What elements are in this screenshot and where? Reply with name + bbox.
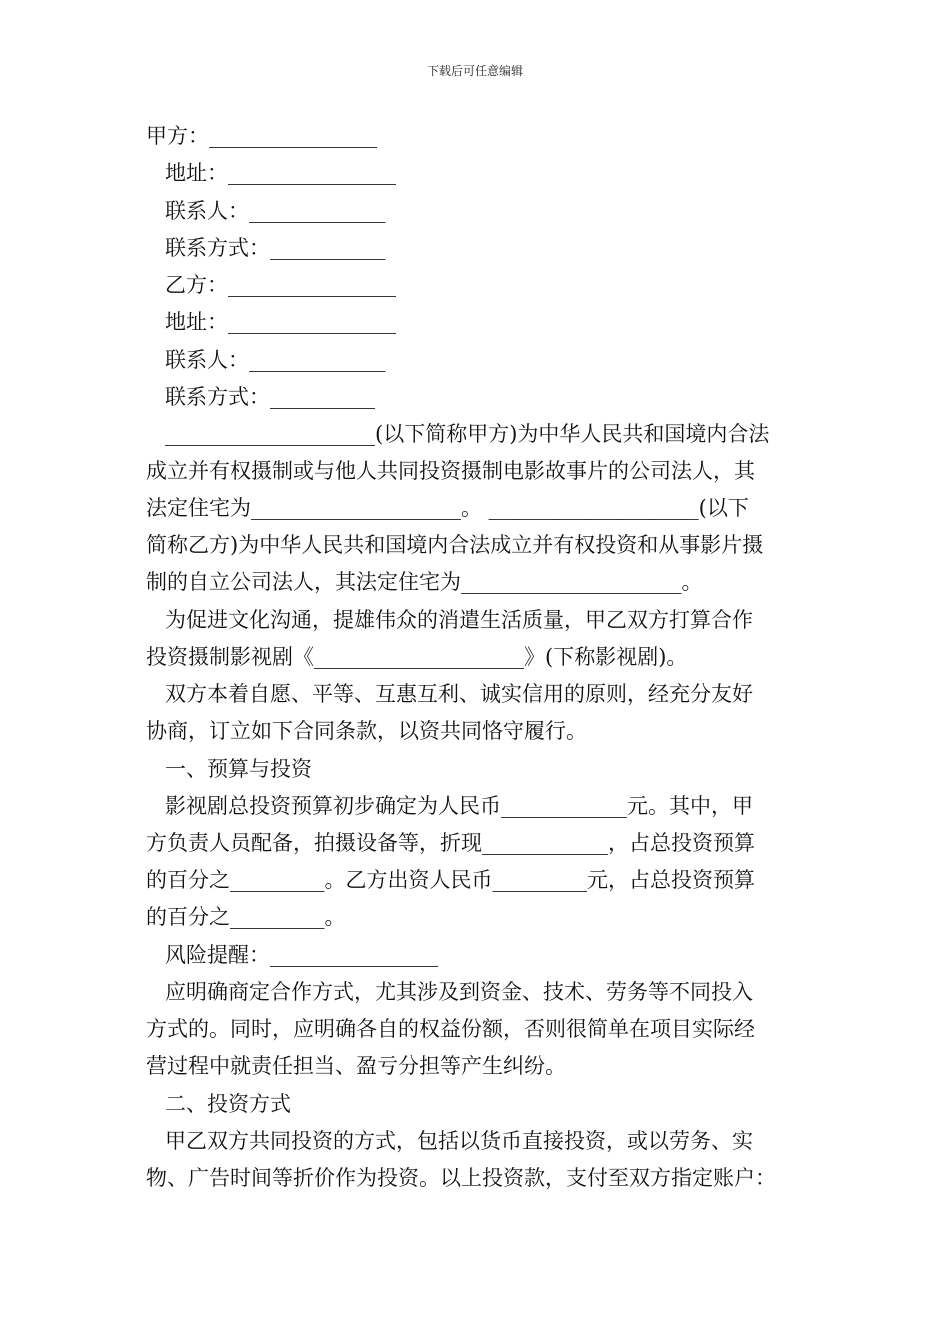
party-a-address-line: 地址：________________ [165, 161, 396, 185]
party-a-contact-line: 联系人：_____________ [165, 199, 386, 223]
risk-note-line: 风险提醒：________________ [165, 943, 438, 967]
paragraph-line: 方式的。同时，应明确各自的权益份额，否则很简单在项目实际经 [146, 1017, 755, 1041]
paragraph-line: 影视剧总投资预算初步确定为人民币____________元。其中，甲 [165, 794, 753, 818]
paragraph-line: 应明确商定合作方式，尤其涉及到资金、技术、劳务等不同投入 [165, 980, 753, 1004]
paragraph-line: 双方本着自愿、平等、互惠互利、诚实信用的原则，经充分友好 [165, 682, 753, 706]
party-b-contact-line: 联系人：_____________ [165, 348, 386, 372]
party-b-phone-line: 联系方式：__________ [165, 385, 375, 409]
paragraph-line: 甲乙双方共同投资的方式，包括以货币直接投资，或以劳务、实 [165, 1129, 753, 1153]
paragraph-line: ____________________(以下简称甲方)为中华人民共和国境内合法 [165, 422, 770, 446]
paragraph-line: 简称乙方)为中华人民共和国境内合法成立并有权投资和从事影片摄 [146, 533, 764, 557]
paragraph-line: 成立并有权摄制或与他人共同投资摄制电影故事片的公司法人，其 [146, 459, 755, 483]
party-b-line: 乙方：________________ [165, 273, 396, 297]
section-heading: 二、投资方式 [165, 1092, 291, 1116]
paragraph-line: 制的自立公司法人，其法定住宅为_____________________。 [146, 570, 703, 594]
party-a-line: 甲方：________________ [146, 124, 377, 148]
party-a-phone-line: 联系方式：___________ [165, 236, 386, 260]
paragraph-line: 为促进文化沟通，提雄伟众的消遣生活质量，甲乙双方打算合作 [165, 608, 753, 632]
paragraph-line: 法定住宅为____________________。 ____________________(以下 [146, 496, 749, 520]
section-heading: 一、预算与投资 [165, 757, 312, 781]
paragraph-line: 协商，订立如下合同条款，以资共同恪守履行。 [146, 719, 587, 743]
paragraph-line: 物、广告时间等折价作为投资。以上投资款，支付至双方指定账户： [146, 1166, 776, 1190]
paragraph-line: 投资摄制影视剧《____________________》(下称影视剧)。 [146, 645, 688, 669]
paragraph-line: 营过程中就责任担当、盈亏分担等产生纠纷。 [146, 1054, 566, 1078]
paragraph-line: 方负责人员配备，拍摄设备等，折现____________，占总投资预算 [146, 831, 755, 855]
paragraph-line: 的百分之_________。乙方出资人民币_________元，占总投资预算 [146, 868, 755, 892]
party-b-address-line: 地址：________________ [165, 310, 396, 334]
page-header: 下载后可任意编辑 [426, 64, 523, 78]
paragraph-line: 的百分之_________。 [146, 905, 346, 929]
